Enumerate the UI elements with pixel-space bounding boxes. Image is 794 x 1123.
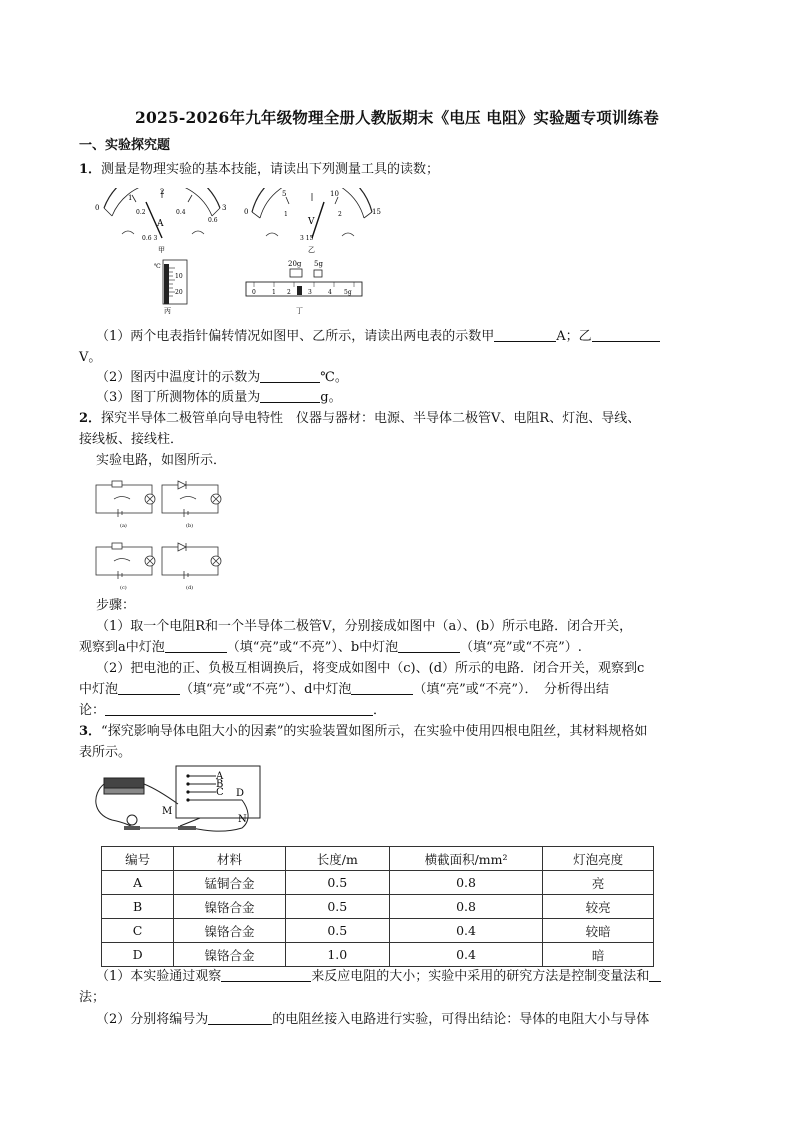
ammeter-tick-02: 0.2 [136,209,146,216]
wire-label-d: D [236,788,245,799]
voltmeter-tick-15: 15 [372,208,381,216]
question-text: 测量是物理实验的基本技能，请读出下列测量工具的读数； [101,162,440,177]
ammeter-tick-1: 1 [128,194,133,202]
q3-part2: （2）分别将编号为 的电阻丝接入电路进行实验，可得出结论：导体的电阻大小与导体 [96,1012,650,1027]
table-cell: C [102,919,174,943]
voltmeter-tick-2: 2 [338,211,342,218]
wire-label-a: A [216,771,224,782]
q2-conclusion: 论： ． [79,703,387,718]
ammeter-tick-3: 3 [222,204,227,212]
table-row [102,943,654,967]
balance-figure [244,258,364,316]
svg-text:3: 3 [308,289,312,296]
table-header-row [102,847,654,871]
answer-blank-conclusion[interactable] [105,701,373,716]
voltmeter-tick-10: 10 [330,190,339,198]
table-cell: 镍铬合金 [174,895,286,919]
wire-label-b: B [216,779,224,790]
voltmeter-terminals: 3 15 [300,235,314,242]
table-row [102,919,654,943]
table-cell: 0.4 [389,943,543,967]
document-title: 2025-2026年九年级物理全册人教版期末《电压 电阻》实验题专项训练卷 [134,108,659,127]
voltmeter-figure [238,188,386,256]
answer-blank-c-lamp[interactable] [118,680,180,695]
table-cell: B [102,895,174,919]
table-cell: 镍铬合金 [174,943,286,967]
question-2-line3: 实验电路，如图所示． [96,453,227,468]
svg-text:4: 4 [328,289,332,296]
weight-5g-label: 5g [314,260,323,268]
ammeter-tick-04: 0.4 [176,209,186,216]
answer-blank-yi[interactable] [592,327,660,342]
question-3-line2: 表所示。 [79,745,132,760]
col-header-brightness: 灯泡亮度 [543,847,654,871]
question-2-stem: 2．探究半导体二极管单向导电特性 仪器与器材：电源、半导体二极管V、电阻R、灯泡、导线、 [79,411,641,426]
table-cell: 0.8 [389,871,543,895]
answer-blank-temp[interactable] [260,368,320,383]
ammeter-tick-2: 2 [160,188,165,196]
wire-label-c: C [216,787,224,798]
table-cell: A [102,871,174,895]
clip-label-m: M [162,806,173,817]
svg-text:0: 0 [252,289,256,296]
q1-part1-cont: V。 [79,350,102,365]
circuit-label-c: (c) [120,585,127,591]
q3-part1-cont: 法； [79,990,106,1005]
table-row [102,871,654,895]
table-cell: 镍铬合金 [174,919,286,943]
clip-label-n: N [238,814,247,825]
question-number: 1． [79,162,102,177]
svg-text:2: 2 [287,289,291,296]
table-cell: 1.0 [285,943,389,967]
voltmeter-tick-0: 0 [244,208,249,216]
col-header-material: 材料 [174,847,286,871]
figure-caption-jia: 甲 [158,246,165,254]
ammeter-figure [92,188,234,256]
table-cell: 亮 [543,871,654,895]
ammeter-tick-0: 0 [95,204,100,212]
answer-blank-observe[interactable] [221,967,311,982]
thermometer-mark-10: 10 [175,273,183,280]
table-cell: 暗 [543,943,654,967]
question-number: 2． [79,411,102,426]
table-cell: 较暗 [543,919,654,943]
answer-blank-jia[interactable] [494,327,556,342]
circuit-label-b: (b) [186,523,194,529]
resistance-apparatus-figure [92,764,268,842]
table-cell: 锰铜合金 [174,871,286,895]
q2-step1: （1）取一个电阻R和一个半导体二极管V，分别接成如图中（a）、(b）所示电路．闭合开关， [96,619,633,634]
col-header-id: 编号 [102,847,174,871]
answer-blank-b-lamp[interactable] [398,638,460,653]
question-1-stem [79,160,439,180]
table-cell: 较亮 [543,895,654,919]
col-header-length: 长度/m [285,847,389,871]
question-3-stem: 3．“探究影响导体电阻大小的因素”的实验装置如图所示，在实验中使用四根电阻丝，其材料规格如 [79,724,648,739]
rider-marker [297,286,302,295]
svg-text:℃: ℃ [154,263,161,270]
q2-step1-cont: 观察到a中灯泡 （填“亮”或“不亮”）、b中灯泡 （填“亮”或“不亮”）. [79,640,582,655]
q2-steps-heading: 步骤： [96,598,136,613]
circuit-label-d: (d) [186,585,194,591]
col-header-area: 横截面积/mm² [389,847,543,871]
table-cell: 0.5 [285,919,389,943]
table-cell: 0.5 [285,895,389,919]
table-cell: D [102,943,174,967]
diode-circuits-figure [92,475,222,595]
resistance-wire-table [101,846,654,967]
thermometer-figure [150,258,194,316]
circuit-label-a: (a) [120,523,127,529]
voltmeter-unit: V [308,217,315,227]
svg-text:5g: 5g [344,289,352,296]
voltmeter-tick-1: 1 [284,211,288,218]
answer-blank-mass[interactable] [260,388,320,403]
answer-blank-a-lamp[interactable] [165,638,227,653]
q1-part3: （3）图丁所测物体的质量为 g。 [96,390,342,405]
table-cell: 0.8 [389,895,543,919]
answer-blank-wire-ids[interactable] [208,1010,272,1025]
figure-caption-bing: 丙 [164,307,171,315]
question-2-line2: 接线板、接线柱． [79,432,184,447]
ammeter-terminals: 0.6 3 [142,235,158,242]
table-row [102,895,654,919]
q1-part2: （2）图丙中温度计的示数为 ℃。 [96,370,348,385]
table-cell: 0.5 [285,871,389,895]
section-heading: 一、实验探究题 [79,138,171,153]
q2-step2: （2）把电池的正、负极互相调换后，将变成如图中（c)、(d）所示的电路．闭合开关，观察到c [96,661,645,676]
thermometer-mark-20: 20 [175,289,183,296]
weight-20g-label: 20g [288,260,302,268]
table-cell: 0.4 [389,919,543,943]
voltmeter-tick-5: 5 [282,190,287,198]
q3-part1: （1）本实验通过观察 来反应电阻的大小；实验中采用的研究方法是控制变量法和 [96,967,661,987]
figure-caption-yi: 乙 [308,246,315,254]
answer-blank-method[interactable] [649,967,661,982]
question-number: 3． [79,724,102,739]
figure-caption-ding: 丁 [296,307,303,315]
ammeter-unit: A [157,219,164,229]
ammeter-tick-06: 0.6 [208,217,218,224]
answer-blank-d-lamp[interactable] [351,680,413,695]
svg-text:1: 1 [272,289,276,296]
q2-step2-cont: 中灯泡 （填“亮”或“不亮”）、d中灯泡 （填“亮”或“不亮”）． 分析得出结 [79,682,610,697]
q1-part1: （1）两个电表指针偏转情况如图甲、乙所示，请读出两电表的示数甲 A；乙 [96,327,660,347]
